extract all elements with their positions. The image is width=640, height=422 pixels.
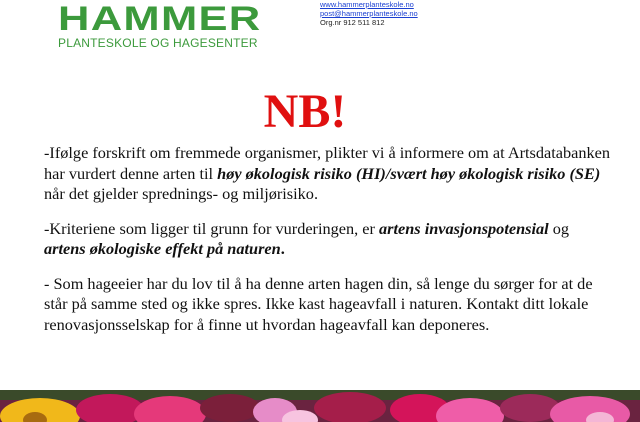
org-number: Org.nr 912 511 812	[320, 18, 385, 27]
flower-banner-image	[0, 390, 640, 422]
logo-wordmark: HAMMER	[58, 0, 262, 38]
contact-info	[320, 0, 418, 27]
text: -Ifølge forskrift om fremmede organismer, plikter vi å informere om at Artsdatabanken har vurdert denne arten til	[44, 143, 610, 183]
criterion-effect: artens økologiske effekt på naturen	[44, 239, 281, 258]
notice-heading: NB!	[263, 85, 347, 138]
paragraph-regulation	[44, 143, 614, 205]
website-link[interactable]: www.hammerplanteskole.no	[320, 0, 414, 9]
email-link[interactable]: post@hammerplanteskole.no	[320, 9, 418, 18]
notice-body	[44, 143, 614, 349]
risk-level-text: høy økologisk risiko (HI)/svært høy økologisk risiko (SE)	[217, 163, 601, 183]
text: .	[280, 239, 285, 258]
text: -Kriteriene som ligger til grunn for vurderingen, er	[44, 218, 380, 238]
paragraph-criteria	[44, 219, 614, 260]
text: når det gjelder sprednings- og miljørisiko.	[44, 184, 319, 203]
text: og	[548, 218, 570, 238]
criterion-invasion: artens invasjonspotensial	[379, 218, 549, 238]
flower-photo-strip	[0, 390, 640, 422]
company-logo	[58, 0, 270, 50]
paragraph-garden-owner: - Som hageeier har du lov til å ha denne arten hagen din, så lenge du sørger for at de står på samme sted og ikke spres. Ikke kast hageavfall i naturen. Kontakt ditt lokale renovasjonsselskap for å finne ut hvordan hageavfall kan deponeres.	[44, 273, 593, 334]
logo-tagline: PLANTESKOLE OG HAGESENTER	[58, 36, 258, 50]
